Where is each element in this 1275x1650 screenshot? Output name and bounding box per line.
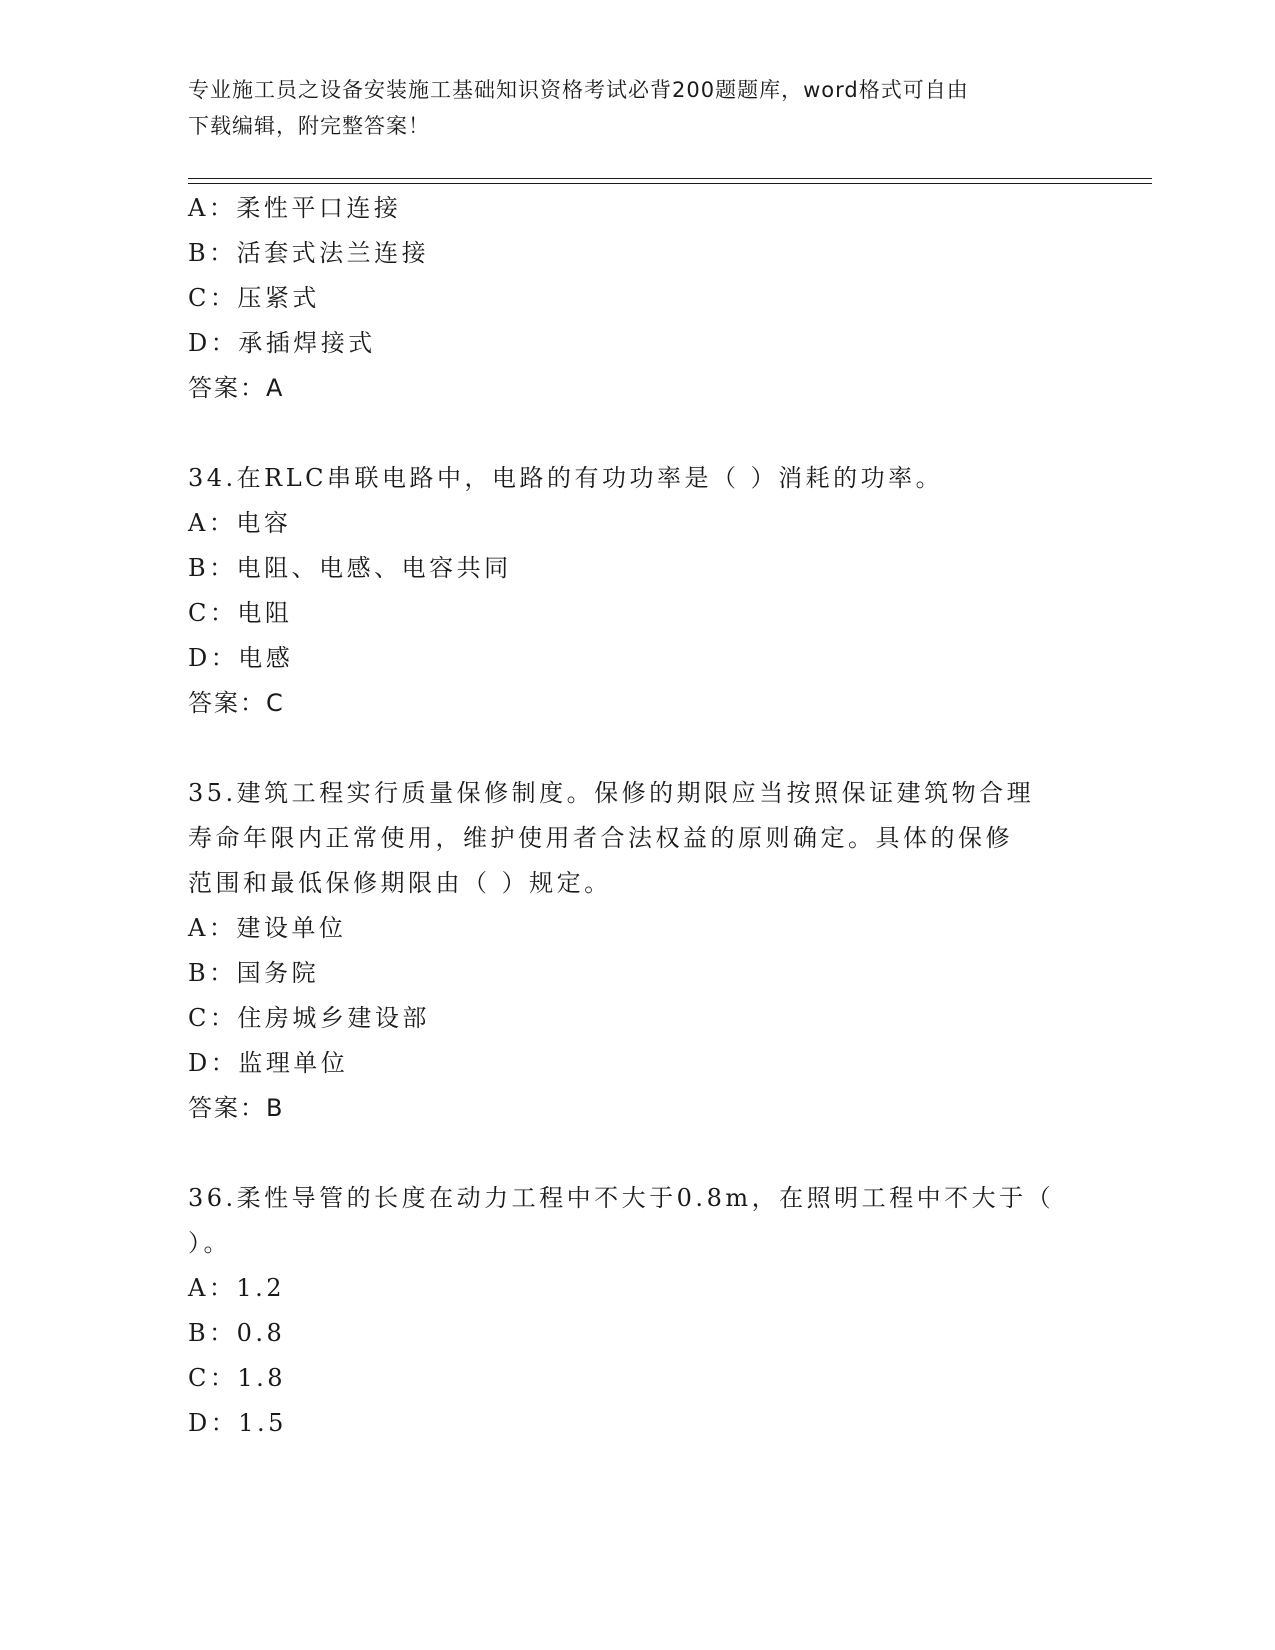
q35-answer: 答案：B	[188, 1094, 285, 1122]
header-line-1: 专业施工员之设备安装施工基础知识资格考试必背200题题库，word格式可自由	[188, 78, 969, 102]
q34-option-a: A：电容	[188, 509, 292, 537]
q33-answer: 答案：A	[188, 374, 285, 402]
q34-stem: 34.在RLC串联电路中，电路的有功功率是（ ）消耗的功率。	[188, 464, 944, 492]
q35-option-d: D：监理单位	[188, 1049, 349, 1077]
q36-stem-line-1: 36.柔性导管的长度在动力工程中不大于0.8m，在照明工程中不大于（	[188, 1184, 1055, 1212]
q36-stem-line-2: ）。	[188, 1229, 231, 1257]
q36-option-d: D：1.5	[188, 1409, 287, 1437]
q33-option-a: A：柔性平口连接	[188, 194, 402, 222]
q36-option-a: A：1.2	[188, 1274, 285, 1302]
q36-option-c: C：1.8	[188, 1364, 287, 1392]
q33-option-b: B：活套式法兰连接	[188, 239, 430, 267]
q35-stem-line-3: 范围和最低保修期限由（ ）规定。	[188, 869, 612, 897]
q34-option-b: B：电阻、电感、电容共同	[188, 554, 512, 582]
q35-option-c: C：住房城乡建设部	[188, 1004, 430, 1032]
q33-option-c: C：压紧式	[188, 284, 320, 312]
header-divider-bottom	[188, 183, 1152, 184]
q35-stem-line-2: 寿命年限内正常使用，维护使用者合法权益的原则确定。具体的保修	[188, 824, 1013, 852]
q36-option-b: B：0.8	[188, 1319, 286, 1347]
q34-option-d: D：电感	[188, 644, 294, 672]
q33-option-d: D：承插焊接式	[188, 329, 376, 357]
q35-stem-line-1: 35.建筑工程实行质量保修制度。保修的期限应当按照保证建筑物合理	[188, 779, 1035, 807]
q34-answer: 答案：C	[188, 689, 285, 717]
header-divider-top	[188, 178, 1152, 179]
document-header	[188, 72, 1088, 144]
q34-option-c: C：电阻	[188, 599, 293, 627]
q35-option-a: A：建设单位	[188, 914, 347, 942]
q35-option-b: B：国务院	[188, 959, 320, 987]
header-line-2: 下载编辑，附完整答案！	[188, 114, 430, 138]
